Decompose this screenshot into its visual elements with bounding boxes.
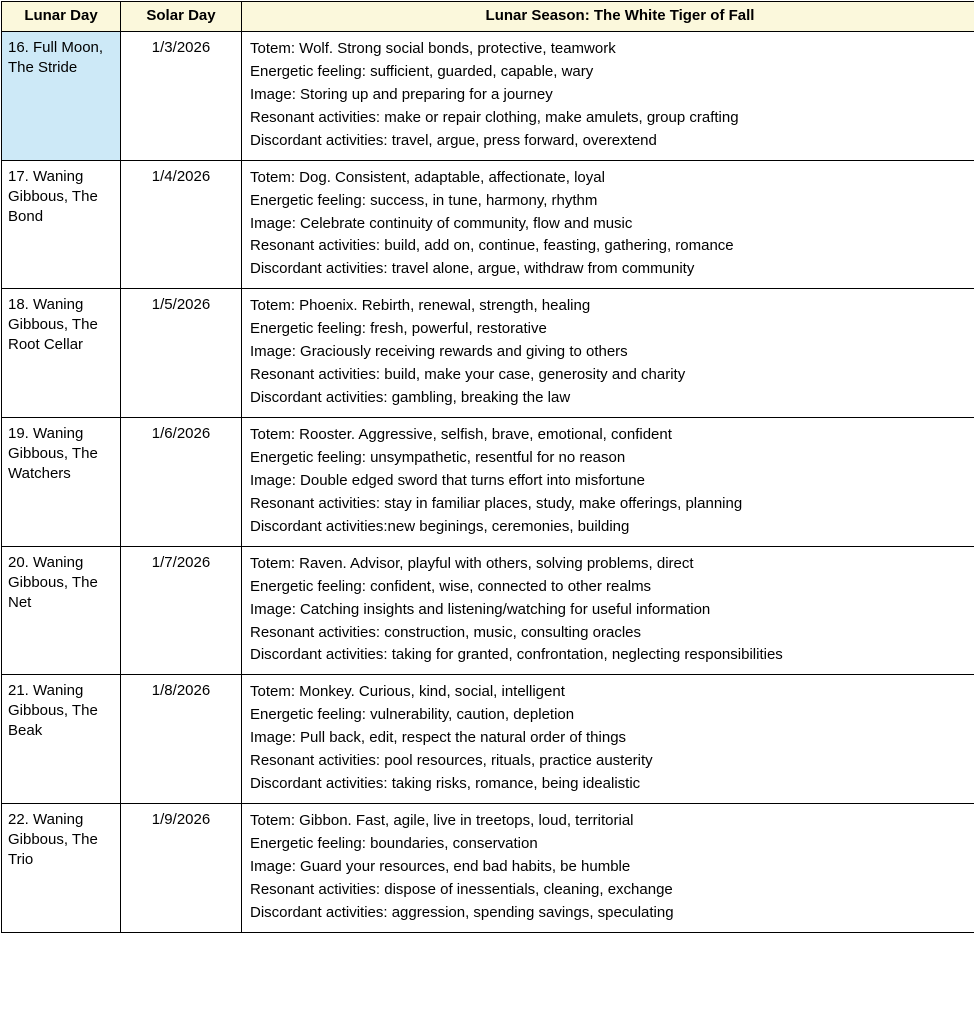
- lunar-calendar-table: [1, 1, 974, 933]
- table-row: [2, 289, 974, 418]
- solar-day-cell: 1/7/2026: [121, 546, 242, 675]
- season-detail-line: Resonant activities: stay in familiar places, study, make offerings, planning: [250, 494, 743, 512]
- season-detail-line: Image: Double edged sword that turns effort into misfortune: [250, 471, 645, 489]
- lunar-season-cell: [242, 160, 974, 289]
- table-row: [2, 546, 974, 675]
- season-detail-line: Resonant activities: build, add on, continue, feasting, gathering, romance: [250, 237, 734, 255]
- solar-day-cell: 1/8/2026: [121, 675, 242, 804]
- season-detail-line: Discordant activities: travel, argue, press forward, overextend: [250, 131, 657, 149]
- lunar-season-cell: [242, 31, 974, 160]
- lunar-day-cell: 17. Waning Gibbous, The Bond: [2, 160, 121, 289]
- season-detail-line: Totem: Phoenix. Rebirth, renewal, strength, healing: [250, 297, 591, 315]
- table-row: [2, 160, 974, 289]
- table-row: [2, 804, 974, 933]
- lunar-day-cell: 20. Waning Gibbous, The Net: [2, 546, 121, 675]
- lunar-day-cell: 18. Waning Gibbous, The Root Cellar: [2, 289, 121, 418]
- season-detail-line: Discordant activities: gambling, breaking the law: [250, 389, 571, 407]
- season-detail-line: Discordant activities: taking for granted, confrontation, neglecting responsibilities: [250, 646, 783, 664]
- season-detail-line: Totem: Rooster. Aggressive, selfish, brave, emotional, confident: [250, 426, 672, 443]
- solar-day-cell: 1/5/2026: [121, 289, 242, 418]
- season-detail-line: Image: Graciously receiving rewards and giving to others: [250, 343, 628, 361]
- solar-day-cell: 1/6/2026: [121, 418, 242, 547]
- season-detail-line: Image: Catching insights and listening/watching for useful information: [250, 600, 711, 618]
- season-detail-line: Resonant activities: make or repair clothing, make amulets, group crafting: [250, 108, 739, 126]
- season-detail-line: Energetic feeling: success, in tune, harmony, rhythm: [250, 191, 598, 209]
- lunar-season-cell: [242, 675, 974, 804]
- column-header-lunar-season: Lunar Season: The White Tiger of Fall: [242, 2, 974, 32]
- season-detail-line: Energetic feeling: boundaries, conservation: [250, 835, 538, 852]
- season-detail-line: Totem: Gibbon. Fast, agile, live in treetops, loud, territorial: [250, 812, 634, 830]
- season-detail-line: Resonant activities: dispose of inessentials, cleaning, exchange: [250, 880, 673, 898]
- lunar-day-cell: 19. Waning Gibbous, The Watchers: [2, 418, 121, 547]
- season-detail-line: Totem: Monkey. Curious, kind, social, intelligent: [250, 683, 565, 701]
- season-detail-line: Resonant activities: construction, music, consulting oracles: [250, 623, 642, 641]
- table-header: [2, 2, 974, 32]
- season-detail-line: Resonant activities: pool resources, rituals, practice austerity: [250, 752, 653, 770]
- lunar-day-cell: 16. Full Moon, The Stride: [2, 31, 121, 160]
- table-row: [2, 31, 974, 160]
- season-detail-line: Energetic feeling: vulnerability, caution, depletion: [250, 706, 575, 724]
- season-detail-line: Totem: Dog. Consistent, adaptable, affectionate, loyal: [250, 168, 605, 186]
- season-detail-line: Image: Pull back, edit, respect the natural order of things: [250, 729, 627, 747]
- season-detail-line: Energetic feeling: sufficient, guarded, capable, wary: [250, 62, 594, 80]
- solar-day-cell: 1/4/2026: [121, 160, 242, 289]
- table-header-row: [2, 2, 974, 32]
- solar-day-cell: 1/3/2026: [121, 31, 242, 160]
- season-detail-line: Image: Storing up and preparing for a journey: [250, 85, 553, 103]
- season-detail-line: Discordant activities:new beginings, ceremonies, building: [250, 517, 630, 535]
- season-detail-line: Discordant activities: travel alone, argue, withdraw from community: [250, 260, 695, 278]
- lunar-day-cell: 22. Waning Gibbous, The Trio: [2, 804, 121, 933]
- season-detail-line: Discordant activities: aggression, spending savings, speculating: [250, 903, 674, 921]
- season-detail-line: Energetic feeling: fresh, powerful, restorative: [250, 320, 547, 338]
- table-row: [2, 418, 974, 547]
- lunar-season-cell: [242, 804, 974, 933]
- season-detail-line: Energetic feeling: confident, wise, connected to other realms: [250, 577, 652, 595]
- lunar-season-cell: [242, 289, 974, 418]
- season-detail-line: Energetic feeling: unsympathetic, resentful for no reason: [250, 448, 626, 466]
- lunar-season-cell: [242, 418, 974, 547]
- lunar-season-cell: [242, 546, 974, 675]
- table-body: [2, 31, 974, 932]
- season-detail-line: Totem: Wolf. Strong social bonds, protective, teamwork: [250, 39, 616, 57]
- season-detail-line: Image: Celebrate continuity of community, flow and music: [250, 214, 633, 232]
- table-row: [2, 675, 974, 804]
- lunar-day-cell: 21. Waning Gibbous, The Beak: [2, 675, 121, 804]
- season-detail-line: Totem: Raven. Advisor, playful with others, solving problems, direct: [250, 554, 694, 572]
- season-detail-line: Discordant activities: taking risks, romance, being idealistic: [250, 775, 641, 793]
- season-detail-line: Image: Guard your resources, end bad habits, be humble: [250, 857, 631, 875]
- season-detail-line: Resonant activities: build, make your case, generosity and charity: [250, 366, 686, 384]
- column-header-solar-day: Solar Day: [121, 2, 242, 32]
- column-header-lunar-day: Lunar Day: [2, 2, 121, 32]
- solar-day-cell: 1/9/2026: [121, 804, 242, 933]
